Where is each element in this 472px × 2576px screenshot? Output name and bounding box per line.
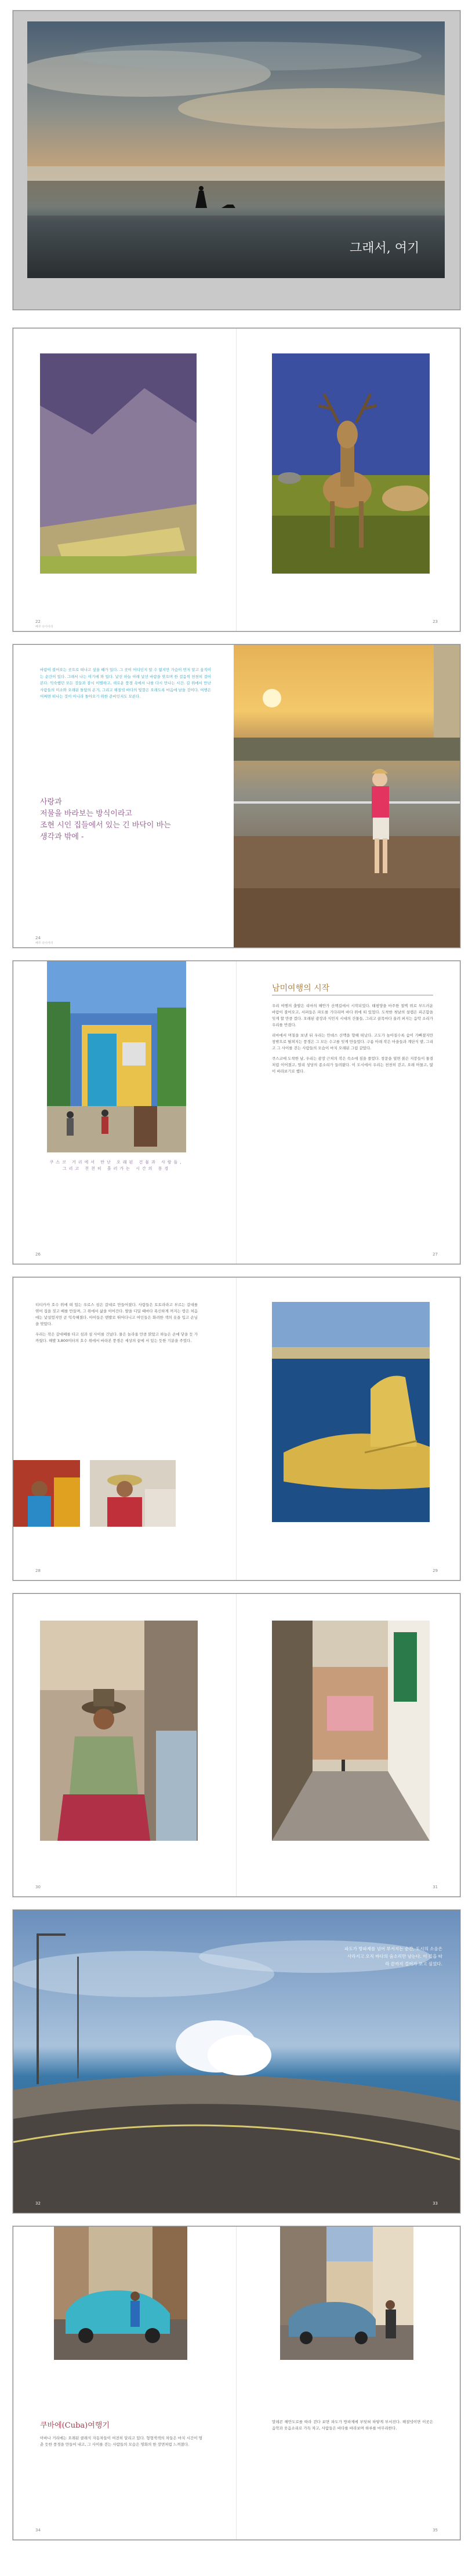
- page-number: 29: [433, 1568, 438, 1573]
- page-number: 35: [433, 2528, 438, 2533]
- page-number: 26: [35, 1252, 41, 1257]
- pull-quote-line: 생각과 밖에 -: [40, 833, 84, 841]
- sunset-girl-photo: [234, 645, 460, 947]
- paragraph: 리마에서 며칠을 보낸 뒤 우리는 안데스 산맥을 향해 떠났다. 고도가 높아질수록 숨이 가빠졌지만 창밖으로 펼쳐지는 풍경은 그 모든 수고를 잊게 만들었다. 구름 아래 작은 마을들과 계단식 밭, 그리고 그 사이를 걷는 사람들의 모습이 마치 오래된 그림 같았다.: [272, 1033, 433, 1050]
- spread-cover: [13, 10, 460, 310]
- page-number: 33: [433, 2201, 438, 2206]
- spread-8: [13, 2226, 460, 2540]
- page-number: 23: [433, 619, 438, 624]
- spread-6: [13, 1593, 460, 1897]
- page-number: 27: [433, 1252, 438, 1257]
- market-women-photo: [13, 1460, 80, 1527]
- weaving-woman-photo: [90, 1460, 176, 1527]
- body-text: 바람이 불어오는 곳으로 떠나고 싶을 때가 있다. 그 곳이 어디인지 알 수 없지만 가슴이 먼저 알고 움직이는 순간이 있다. 그래서 나는 여기에 와 있다. 낯선 하늘 아래 낯선 바람을 맞으며 한 걸음씩 천천히 걸어본다. 익숙했던 모든 것들과 잠시 이별하고, 새로운 풍경 속에서 나를 다시 만나는 시간. 길 위에서 만난 사람들의 미소와 오래된 돌담의 온기, 그리고 해질녘 바다의 빛깔은 오래도록 마음에 남을 것이다. 여행은 어쩌면 떠나는 것이 아니라 돌아오기 위한 준비인지도 모른다.: [40, 667, 211, 699]
- running-footer: 페루 다이어리: [35, 942, 53, 945]
- photo-caption: 쿠스코 거리에서 만난 오래된 건물과 사람들, 그리고 천천히 흘러가는 시간의 풍경: [49, 1160, 184, 1171]
- body-text: [272, 1003, 433, 1079]
- colonial-street-photo: [272, 1621, 430, 1841]
- spread-4: [13, 961, 460, 1264]
- body-text: 말레콘 해안도로를 따라 걷다 보면 파도가 방파제에 부딪혀 하얗게 부서진다. 해질녘이면 이곳은 음악과 웃음소리로 가득 차고, 사람들은 바다를 바라보며 하루를 마무리한다.: [272, 2420, 433, 2431]
- page-number: 32: [35, 2201, 41, 2206]
- spread-3: [13, 644, 460, 948]
- paragraph: 우리 여행의 출발은 리마의 해안가 산책길에서 시작되었다. 태평양을 마주한 절벽 위로 부드러운 바람이 불어오고, 서퍼들은 파도를 기다리며 바다 위에 떠 있었다. 도착한 첫날의 설렘은 피곤함을 잊게 할 만큼 컸다. 오래된 광장과 식민지 시대의 건물들, 그리고 골목마다 울려 퍼지는 음악 소리가 우리를 반겼다.: [272, 1004, 433, 1027]
- running-footer: 페루 다이어리: [35, 625, 53, 629]
- spread-7: [13, 1910, 460, 2213]
- section-title: 남미여행의 시작: [272, 984, 330, 993]
- spread-5: [13, 1277, 460, 1581]
- body-text: 아바나 거리에는 오래된 클래식 자동차들이 여전히 달리고 있다. 형형색색의 차들은 마치 시간이 멈춘 듯한 풍경을 만들어 내고, 그 사이를 걷는 사람들의 모습은 영화의 한 장면처럼 느껴졌다.: [40, 2436, 202, 2447]
- body-text: [35, 1302, 198, 1348]
- page-number: 28: [35, 1568, 41, 1573]
- pull-quote: [40, 797, 214, 843]
- pull-quote-line: 사랑과: [40, 798, 62, 807]
- section-title: 쿠바에(Cuba)여행기: [40, 2421, 110, 2430]
- photo-quote: 파도가 방파제를 넘어 부서지는 순간, 도시의 소음은 사라지고 오직 바다의 숨소리만 남는다. 이 길을 따라 끝까지 걸어가 보고 싶었다.: [344, 1946, 442, 1966]
- pull-quote-line: 저물을 바라보는 방식이라고: [40, 809, 132, 818]
- page-number: 22: [35, 619, 41, 624]
- cover-title: 그래서, 여기: [350, 241, 420, 256]
- paragraph: 우리는 작은 갈대배를 타고 섬과 섬 사이를 건넜다. 물은 놀라울 만큼 맑았고 하늘은 손에 닿을 듯 가까웠다. 해발 3,800미터의 호수 위에서 바라본 풍경은 세상의 끝에 서 있는 듯한 기분을 주었다.: [35, 1332, 198, 1343]
- old-woman-photo: [40, 1621, 198, 1841]
- paragraph: 티티카카 호수 위에 떠 있는 우로스 섬은 갈대로 만들어졌다. 사람들은 토토라라고 부르는 갈대를 엮어 집을 짓고 배를 만들며, 그 위에서 삶을 이어간다. 발을 디딜 때마다 푹신하게 꺼지는 땅은 처음에는 낯설었지만 곧 익숙해졌다. 아이들은 맨발로 뛰어다니고 여인들은 화려한 색의 옷을 입고 손님을 맞았다.: [35, 1302, 198, 1326]
- page-number: 24: [35, 936, 41, 940]
- page-number: 34: [35, 2528, 41, 2533]
- page-number: 31: [433, 1885, 438, 1889]
- paragraph: 쿠스코에 도착한 날, 우리는 광장 근처의 작은 숙소에 짐을 풀었다. 창문을 열면 붉은 지붕들이 물결처럼 이어졌고, 멀리 성당의 종소리가 들려왔다. 이 도시에서 우리는 천천히 걷고, 오래 머물고, 많이 바라보기로 했다.: [272, 1056, 433, 1074]
- classic-car-photo: [54, 2227, 187, 2360]
- pull-quote-line: 조현 시인 집들에서 있는 긴 바닥이 바는: [40, 821, 171, 830]
- havana-street-photo: [280, 2227, 413, 2360]
- deer-photo: [272, 353, 430, 574]
- page-number: 30: [35, 1885, 41, 1889]
- ruins-photo: [40, 353, 197, 574]
- street-photo: [47, 961, 186, 1152]
- reed-boat-photo: [272, 1302, 430, 1522]
- spread-2: [13, 328, 460, 632]
